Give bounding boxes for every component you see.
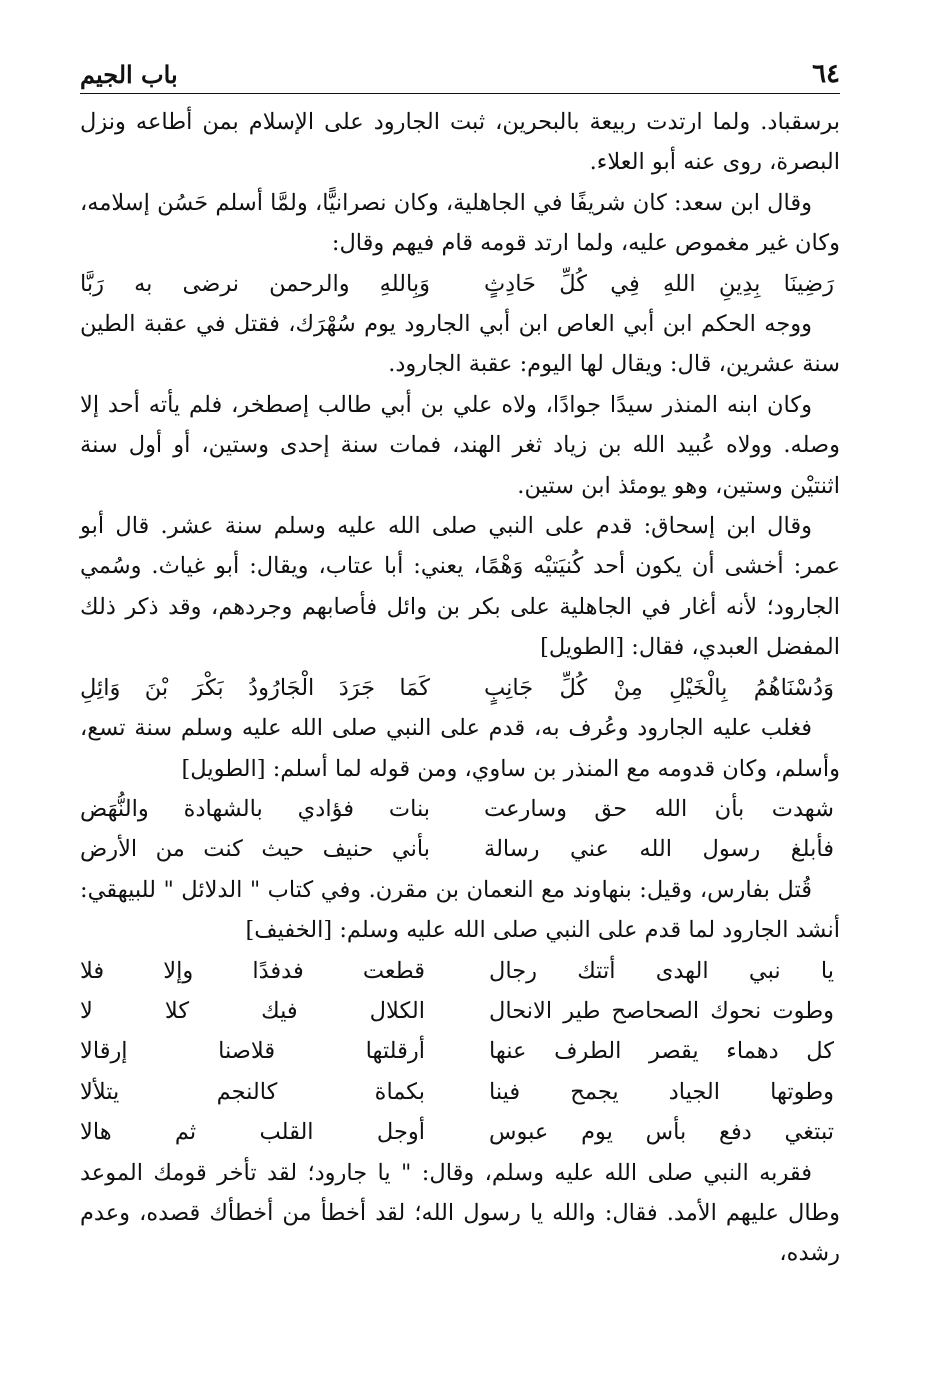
paragraph: ووجه الحكم ابن أبي العاص ابن أبي الجارود يوم سُهْرَك، فقتل في عقبة الطين سنة عشرين، قال: ويقال لها اليوم: عقبة الجارود. xyxy=(80,311,840,378)
poem-verse xyxy=(80,951,840,991)
page-header xyxy=(80,50,840,94)
verse-second-hemistich: بأني حنيف حيث كنت من الأرض xyxy=(80,836,430,863)
verse-second-hemistich: بنات فؤادي بالشهادة والنُّهَض xyxy=(80,795,430,822)
verse-second-hemistich: أوجل القلب ثم هالا xyxy=(80,1119,425,1146)
paragraph: قُتل بفارس، وقيل: بنهاوند مع النعمان بن مقرن. وفي كتاب " الدلائل " للبيهقي: أنشد الجارود لما قدم على النبي صلى الله عليه وسلم: [الخفيف] xyxy=(80,876,840,944)
poem-verse xyxy=(80,789,840,829)
page-body xyxy=(80,102,840,1274)
verse-first-hemistich: وَدُسْنَاهُمُ بِالْخَيْلِ مِنْ كُلِّ جَانِبٍ xyxy=(484,674,834,701)
verse-second-hemistich: الكلال فيك كلا لا xyxy=(80,997,425,1024)
page-number: ٦٤ xyxy=(812,59,840,89)
paragraph: برسقباد. ولما ارتدت ربيعة بالبحرين، ثبت الجارود على الإسلام بمن أطاعه ونزل البصرة، روى عنه أبو العلاء. xyxy=(80,109,840,176)
verse-first-hemistich: شهدت بأن الله حق وسارعت xyxy=(484,795,834,822)
poem-verse xyxy=(80,668,840,708)
paragraph: وقال ابن إسحاق: قدم على النبي صلى الله عليه وسلم سنة عشر. قال أبو عمر: أخشى أن يكون أحد كُنيَتيْه وَهْمًا، يعني: أبا عتاب، ويقال: أبو غياث. وسُمي الجارود؛ لأنه أغار في الجاهلية على بكر بن وائل فأصابهم وجردهم، وقد ذكر ذلك المفضل العبدي، فقال: [الطويل] xyxy=(80,513,840,661)
poem-verse xyxy=(80,829,840,869)
paragraph: فغلب عليه الجارود وعُرف به، قدم على النبي صلى الله عليه وسلم سنة تسع، وأسلم، وكان قدومه مع المنذر بن ساوي، ومن قوله لما أسلم: [الطويل] xyxy=(80,715,840,782)
verse-first-hemistich: يا نبي الهدى أتتك رجال xyxy=(489,957,834,984)
verse-second-hemistich: بكماة كالنجم يتلألا xyxy=(80,1078,425,1105)
verse-first-hemistich: كل دهماء يقصر الطرف عنها xyxy=(489,1038,834,1065)
poem-verse xyxy=(80,1112,840,1152)
verse-first-hemistich: وطوت نحوك الصحاصح طير الانحال xyxy=(489,997,834,1024)
verse-first-hemistich: رَضِينَا بِدِينِ اللهِ فِي كُلِّ حَادِثٍ xyxy=(484,270,834,297)
verse-second-hemistich: أرقلتها قلاصنا إرقالا xyxy=(80,1038,425,1065)
chapter-title: باب الجيم xyxy=(80,60,178,89)
verse-second-hemistich: وَبِاللهِ والرحمن نرضى به رَبَّا xyxy=(80,270,430,297)
book-page xyxy=(80,50,840,1350)
poem-verse xyxy=(80,1031,840,1071)
verse-second-hemistich: كَمَا جَرَدَ الْجَارُودُ بَكْرَ بْنَ وَائِلِ xyxy=(80,674,430,701)
poem-verse xyxy=(80,264,840,304)
paragraph: فقربه النبي صلى الله عليه وسلم، وقال: " يا جارود؛ لقد تأخر قومك الموعد وطال عليهم الأمد. فقال: والله يا رسول الله؛ لقد أخطأ من أخطأك قصده، وعدم رشده، xyxy=(80,1159,840,1267)
paragraph: وقال ابن سعد: كان شريفًا في الجاهلية، وكان نصرانيًّا، ولمَّا أسلم حَسُن إسلامه، وكان غير مغموص عليه، ولما ارتد قومه قام فيهم وقال: xyxy=(80,189,840,257)
paragraph: وكان ابنه المنذر سيدًا جوادًا، ولاه علي بن أبي طالب إصطخر، فلم يأته أحد إلا وصله. وولاه عُبيد الله بن زياد ثغر الهند، فمات سنة إحدى وستين، أو أول سنة اثنتيْن وستين، وهو يومئذ ابن ستين. xyxy=(80,391,840,499)
verse-second-hemistich: قطعت فدفدًا وإلا فلا xyxy=(80,957,425,984)
verse-first-hemistich: تبتغي دفع بأس يوم عبوس xyxy=(489,1119,834,1146)
poem-verse xyxy=(80,1072,840,1112)
verse-first-hemistich: فأبلغ رسول الله عني رسالة xyxy=(484,836,834,863)
verse-first-hemistich: وطوتها الجياد يجمح فينا xyxy=(489,1078,834,1105)
poem-verse xyxy=(80,991,840,1031)
